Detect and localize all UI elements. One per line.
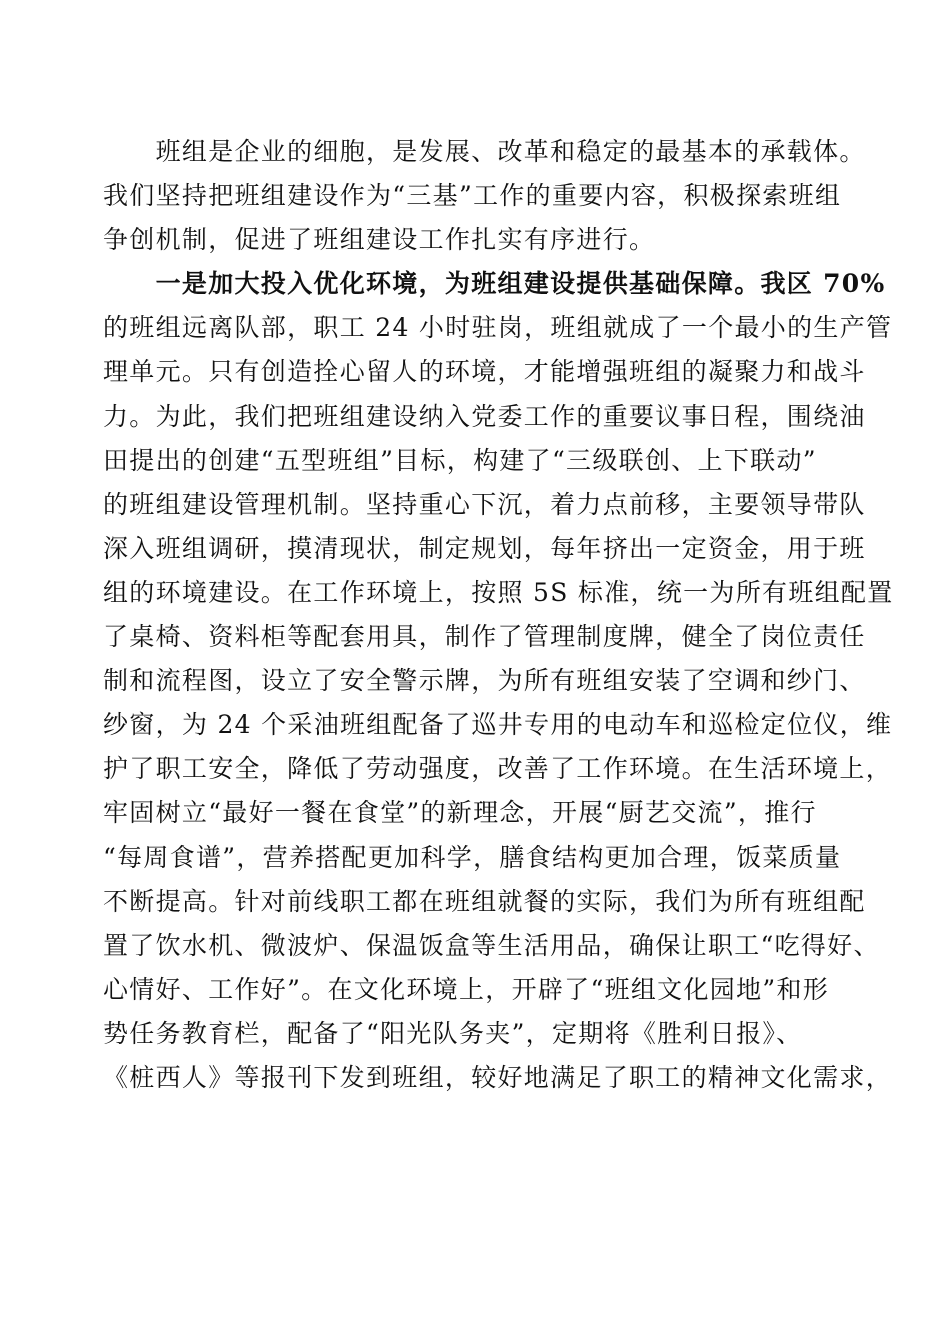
text-line-heading: 一是加大投入优化环境，为班组建设提供基础保障。我区 70% <box>103 269 886 299</box>
text-line: 心情好、工作好”。在文化环境上，开辟了“班组文化园地”和形 <box>103 974 830 1004</box>
text-line: “每周食谱”，营养搭配更加科学，膳食结构更加合理，饭菜质量 <box>103 842 842 872</box>
text-line: 田提出的创建“五型班组”目标，构建了“三级联创、上下联动” <box>103 445 817 475</box>
text-line: 的班组建设管理机制。坚持重心下沉，着力点前移，主要领导带队 <box>103 489 866 519</box>
text-line: 理单元。只有创造拴心留人的环境，才能增强班组的凝聚力和战斗 <box>103 357 866 387</box>
text-line: 牢固树立“最好一餐在食堂”的新理念，开展“厨艺交流”，推行 <box>103 798 817 828</box>
body-text <box>103 130 894 1100</box>
text-line: 争创机制，促进了班组建设工作扎实有序进行。 <box>103 225 656 255</box>
text-line: 我们坚持把班组建设作为“三基”工作的重要内容，积极探索班组 <box>103 181 842 211</box>
text-line: 了桌椅、资料柜等配套用具，制作了管理制度牌，健全了岗位责任 <box>103 622 866 652</box>
text-line: 班组是企业的细胞，是发展、改革和稳定的最基本的承载体。 <box>103 137 866 166</box>
text-line: 的班组远离队部，职工 24 小时驻岗，班组就成了一个最小的生产管 <box>103 313 893 343</box>
text-line: 组的环境建设。在工作环境上，按照 5S 标准，统一为所有班组配置 <box>103 577 894 607</box>
text-line: 不断提高。针对前线职工都在班组就餐的实际，我们为所有班组配 <box>103 886 866 916</box>
text-line: 制和流程图，设立了安全警示牌，为所有班组安装了空调和纱门、 <box>103 666 866 696</box>
text-line: 《桩西人》等报刊下发到班组，较好地满足了职工的精神文化需求， <box>103 1062 893 1092</box>
text-line: 力。为此，我们把班组建设纳入党委工作的重要议事日程，围绕油 <box>103 401 866 431</box>
text-line: 纱窗，为 24 个采油班组配备了巡井专用的电动车和巡检定位仪，维 <box>103 710 893 740</box>
text-line: 置了饮水机、微波炉、保温饭盒等生活用品，确保让职工“吃得好、 <box>103 930 880 960</box>
text-line: 深入班组调研，摸清现状，制定规划，每年挤出一定资金，用于班 <box>103 533 866 563</box>
text-line: 护了职工安全，降低了劳动强度，改善了工作环境。在生活环境上， <box>103 754 893 784</box>
text-line: 势任务教育栏，配备了“阳光队务夹”，定期将《胜利日报》、 <box>103 1018 803 1048</box>
